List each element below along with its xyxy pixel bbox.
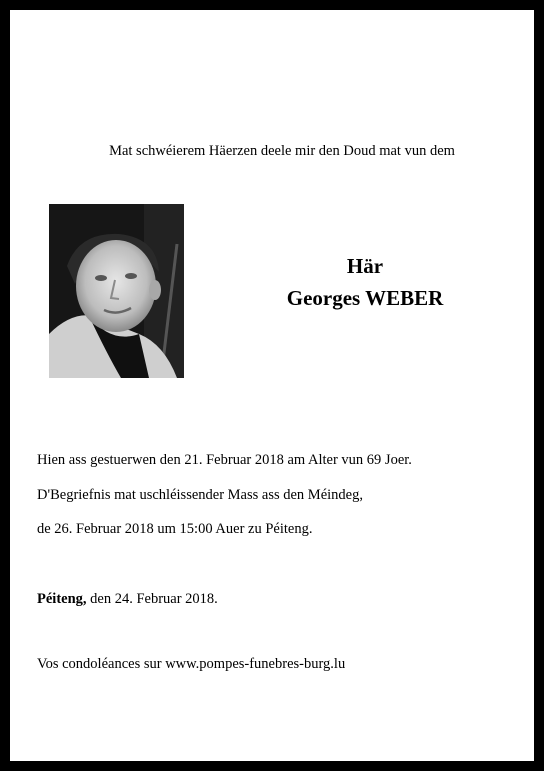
- place-date-line: [37, 591, 218, 608]
- notice-date: den 24. Februar 2018.: [86, 591, 218, 607]
- honorific-title: Här: [346, 254, 384, 278]
- place-name: Péiteng,: [37, 591, 87, 607]
- funeral-line-1: D'Begriefnis mat uschléissender Mass ass den Méindeg,: [37, 487, 363, 503]
- intro-text: Mat schwéierem Häerzen deele mir den Doud mat vun dem: [109, 143, 455, 159]
- death-line: Hien ass gestuerwen den 21. Februar 2018 am Alter vun 69 Joer.: [37, 452, 412, 468]
- deceased-name-block: [220, 250, 510, 314]
- portrait-image: [49, 204, 184, 378]
- obituary-sheet: [10, 10, 534, 761]
- condolences-line: Vos condoléances sur www.pompes-funebres-burg.lu: [37, 656, 346, 672]
- funeral-line-2: de 26. Februar 2018 um 15:00 Auer zu Péiteng.: [37, 521, 313, 537]
- deceased-name: Georges WEBER: [286, 286, 444, 310]
- portrait-photo: [49, 204, 184, 378]
